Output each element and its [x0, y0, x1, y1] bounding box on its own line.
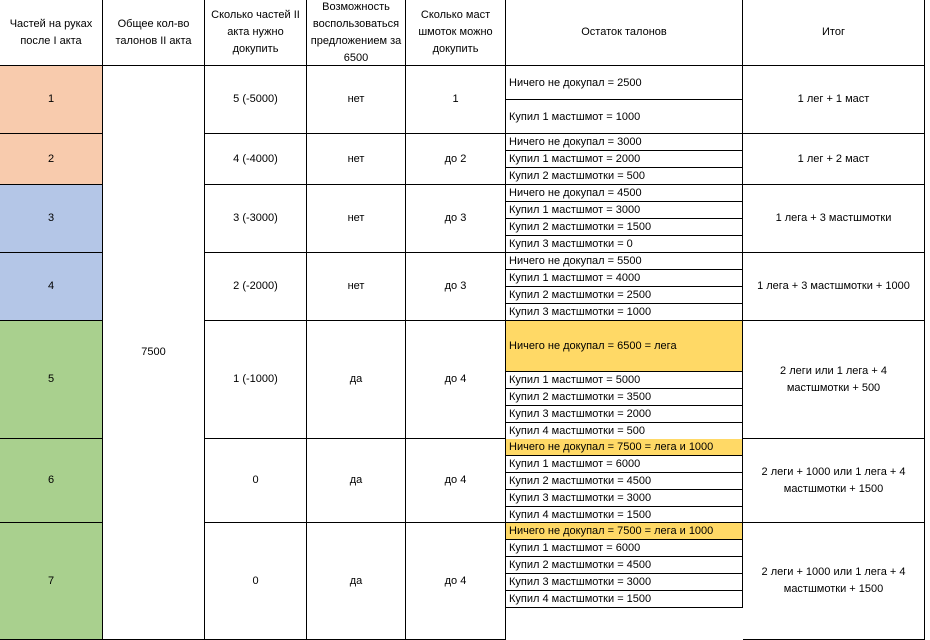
offer-cell: нет	[307, 185, 406, 253]
parts-cell: 7	[0, 523, 103, 640]
count-cell: до 3	[406, 185, 506, 253]
remainder-line: Ничего не докупал = 4500	[506, 185, 743, 202]
header-remainder: Остаток талонов	[506, 0, 743, 66]
parts-cell: 3	[0, 185, 103, 253]
offer-cell: да	[307, 523, 406, 640]
remainder-line: Купил 1 мастшмот = 2000	[506, 151, 743, 168]
remainder-line: Купил 1 мастшмот = 1000	[506, 100, 743, 134]
parts-cell: 6	[0, 439, 103, 523]
result-cell: 2 леги + 1000 или 1 лега + 4 мастшмотки + 1500	[743, 523, 925, 640]
remainder-line: Ничего не докупал = 3000	[506, 134, 743, 151]
offer-cell: да	[307, 439, 406, 523]
remainder-line: Купил 1 мастшмот = 3000	[506, 202, 743, 219]
remainder-line: Купил 3 мастшмотки = 1000	[506, 304, 743, 321]
count-cell: 1	[406, 66, 506, 134]
need-cell: 2 (-2000)	[205, 253, 307, 321]
remainder-line: Купил 4 мастшмотки = 500	[506, 423, 743, 440]
header-parts: Частей на руках после I акта	[0, 0, 103, 66]
need-cell: 0	[205, 523, 307, 640]
result-cell: 2 леги или 1 лега + 4 мастшмотки + 500	[743, 321, 925, 439]
remainder-line: Ничего не докупал = 2500	[506, 66, 743, 100]
remainder-line: Ничего не докупал = 6500 = лега	[506, 321, 743, 372]
remainder-line: Купил 4 мастшмотки = 1500	[506, 507, 743, 523]
remainder-line: Купил 2 мастшмотки = 4500	[506, 557, 743, 574]
remainder-line: Ничего не докупал = 5500	[506, 253, 743, 270]
remainder-line: Купил 3 мастшмотки = 3000	[506, 490, 743, 507]
need-cell: 3 (-3000)	[205, 185, 307, 253]
remainder-line: Купил 1 мастшмот = 6000	[506, 540, 743, 557]
count-cell: до 3	[406, 253, 506, 321]
remainder-line: Купил 2 мастшмотки = 2500	[506, 287, 743, 304]
parts-cell: 2	[0, 134, 103, 185]
result-cell: 2 леги + 1000 или 1 лега + 4 мастшмотки + 1500	[743, 439, 925, 523]
need-cell: 4 (-4000)	[205, 134, 307, 185]
result-cell: 1 лег + 1 маст	[743, 66, 925, 134]
header-total: Общее кол-во талонов II акта	[103, 0, 205, 66]
offer-cell: нет	[307, 66, 406, 134]
count-cell: до 4	[406, 321, 506, 439]
count-cell: до 4	[406, 523, 506, 640]
result-cell: 1 лега + 3 мастшмотки	[743, 185, 925, 253]
remainder-line: Купил 3 мастшмотки = 0	[506, 236, 743, 253]
remainder-line: Купил 4 мастшмотки = 1500	[506, 591, 743, 608]
header-count: Сколько маст шмоток можно докупить	[406, 0, 506, 66]
remainder-line: Купил 2 мастшмотки = 1500	[506, 219, 743, 236]
parts-cell: 5	[0, 321, 103, 439]
need-cell: 5 (-5000)	[205, 66, 307, 134]
remainder-line: Купил 2 мастшмотки = 4500	[506, 473, 743, 490]
remainder-line: Купил 3 мастшмотки = 2000	[506, 406, 743, 423]
remainder-line: Купил 1 мастшмот = 4000	[506, 270, 743, 287]
need-cell: 0	[205, 439, 307, 523]
offer-cell: нет	[307, 253, 406, 321]
total-tickets-cell: 7500	[103, 66, 205, 640]
remainder-line: Купил 1 мастшмот = 6000	[506, 456, 743, 473]
header-need: Сколько частей II акта нужно докупить	[205, 0, 307, 66]
need-cell: 1 (-1000)	[205, 321, 307, 439]
remainder-line: Ничего не докупал = 7500 = лега и 1000	[506, 439, 743, 456]
remainder-line: Купил 2 мастшмотки = 500	[506, 168, 743, 185]
result-cell: 1 лег + 2 маст	[743, 134, 925, 185]
count-cell: до 2	[406, 134, 506, 185]
header-offer: Возможность воспользоваться предложением за 6500	[307, 0, 406, 66]
count-cell: до 4	[406, 439, 506, 523]
offer-cell: нет	[307, 134, 406, 185]
remainder-line: Купил 1 мастшмот = 5000	[506, 372, 743, 389]
offer-cell: да	[307, 321, 406, 439]
remainder-line: Купил 2 мастшмотки = 3500	[506, 389, 743, 406]
result-cell: 1 лега + 3 мастшмотки + 1000	[743, 253, 925, 321]
remainder-line: Ничего не докупал = 7500 = лега и 1000	[506, 523, 743, 540]
parts-cell: 1	[0, 66, 103, 134]
remainder-line: Купил 3 мастшмотки = 3000	[506, 574, 743, 591]
header-result: Итог	[743, 0, 925, 66]
parts-cell: 4	[0, 253, 103, 321]
